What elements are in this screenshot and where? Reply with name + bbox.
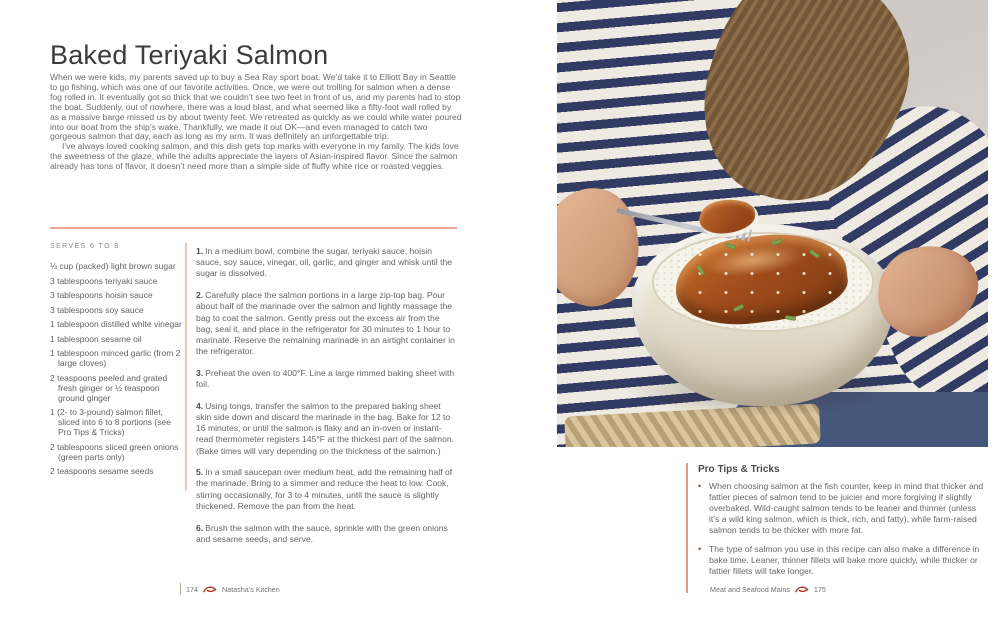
pro-tips-section [698, 464, 988, 585]
step-item [196, 467, 458, 512]
ingredients-column [50, 243, 184, 481]
step-text: Using tongs, transfer the salmon to the prepared baking sheet skin side down and discard the marinade in the bag. Bake for 12 to 16 minutes, or until the salmon is flaky and an in-oven or instant-read thermometer registers 145°F at the thickest part of the salmon. (Bake times will vary depending on the thickness of the salmon.) [196, 400, 455, 456]
ingredients-list [50, 261, 184, 476]
ingredient-item: 2 teaspoons peeled and grated fresh ginger or ½ teaspoon ground ginger [50, 372, 168, 403]
step-number: 4. [196, 400, 204, 411]
step-text: In a small saucepan over medium heat, add the remaining half of the marinade. Bring to a simmer and reduce the heat to low. Cook, stirring occasionally, for 3 to 4 minutes, until the sauce is slightly thickened. Remove the pan from the heat. [196, 467, 453, 511]
step-number: 5. [196, 467, 204, 478]
tips-list [698, 481, 988, 577]
intro-paragraph-2: I’ve always loved cooking salmon, and this dish gets top marks with everyone in my family. The kids love the sweetness of the glaze, while the adults appreciate the layers of Asian-inspired flavor. Since the salmon already has tons of flavor, it doesn’t need more than a simple side of fluffy white rice or roasted veggies. [50, 141, 459, 172]
step-item [196, 401, 458, 457]
ingredient-item: 3 tablespoons hoisin sauce [50, 290, 153, 300]
ingredient-item: 1 tablespoon sesame oil [50, 333, 142, 344]
step-text: Preheat the oven to 400°F. Line a large rimmed baking sheet with foil. [196, 367, 455, 390]
step-item [196, 523, 458, 545]
step-text: In a medium bowl, combine the sugar, teriyaki sauce, hoisin sauce, soy sauce, vinegar, oil, garlic, and ginger and whisk until the sugar is dissolved. [196, 246, 453, 279]
tips-title: Pro Tips & Tricks [698, 464, 780, 475]
book-title-footer: Natasha’s Kitchen [222, 584, 280, 594]
instructions-column [196, 246, 458, 555]
photo-glaze-highlight [702, 239, 805, 280]
tip-item: • The type of salmon you use in this recipe can also make a difference in bake time. Leaner, thinner fillets will bake more quickly, while thicker or fattier fillets will take longer. [698, 544, 988, 577]
tips-accent-rule [686, 463, 688, 593]
ingredient-item: 1 tablespoon minced garlic (from 2 large cloves) [50, 348, 181, 368]
step-item [196, 368, 458, 390]
section-divider-rule [50, 227, 457, 229]
right-page-footer [710, 582, 826, 596]
footer-divider [180, 583, 181, 595]
page-number: 174 [186, 584, 198, 594]
signature-swoosh-icon [795, 585, 809, 594]
step-number: 2. [196, 290, 204, 301]
recipe-photo [557, 0, 988, 447]
intro-paragraph-1: When we were kids, my parents saved up to buy a Sea Ray sport boat. We’d take it to Elliott Bay in Seattle to go fishing, which was one of our favorite activities. Once, we were out trolling for salmon when a dense fog rolled in. It eventually got so thick that we couldn’t see two feet in front of us, and my parents had to stop the boat. Suddenly, out of nowhere, there was a loud blast, and what seemed like a fifty-foot wall rolled by as a massive barge missed us by about twenty feet. We retreated as quickly as we could while water poured into our boat from the ship’s wake. Thankfully, we made it out OK—and even managed to catch two gorgeous salmon that day, each as long as my arm. It was definitely an unforgettable trip. [50, 72, 462, 142]
section-title-footer: Meat and Seafood Mains [710, 584, 790, 594]
page-number: 175 [813, 584, 826, 594]
recipe-title: Baked Teriyaki Salmon [50, 40, 329, 70]
step-text: Carefully place the salmon portions in a large zip-top bag. Pour about half of the marinade over the salmon and lightly massage the bag to coat the salmon. Gently press out the excess air from the bag, seal it, and place in the refrigerator for 30 minutes to 1 hour to marinate. Reserve the remaining marinade in an airtight container in the refrigerator. [196, 290, 455, 357]
ingredient-item: 3 tablespoons soy sauce [50, 304, 144, 315]
serves-label: SERVES 6 TO 8 [50, 243, 120, 250]
step-item [196, 246, 458, 280]
step-number: 6. [196, 522, 204, 533]
step-text: Brush the salmon with the sauce, sprinkle with the green onions and sesame seeds, and serve. [196, 522, 448, 544]
recipe-intro [50, 73, 462, 172]
ingredient-item: 1 tablespoon distilled white vinegar [50, 319, 182, 329]
tip-item: • When choosing salmon at the fish counter, keep in mind that thicker and fattier pieces of salmon tend to be juicier and more forgiving if slightly overbaked. Wild-caught salmon tends to be leaner and thinner (unless it’s a wild king salmon, which is thick, rich, and fatty), while farm-raised salmon tends to be thicker with more fat. [698, 481, 988, 536]
ingredient-item: 1 (2- to 3-pound) salmon fillet, sliced into 6 to 8 portions (see Pro Tips & Tricks) [50, 407, 171, 437]
ingredient-item: 3 tablespoons teriyaki sauce [50, 275, 158, 286]
ingredient-item: 2 teaspoons sesame seeds [50, 466, 154, 476]
signature-swoosh-icon [203, 585, 217, 594]
ingredient-item: ⅓ cup (packed) light brown sugar [50, 261, 176, 271]
ingredient-item: 2 tablespoons sliced green onions (green parts only) [50, 441, 179, 462]
left-page-footer [180, 582, 280, 596]
column-divider-rule [185, 243, 187, 491]
step-number: 3. [196, 367, 204, 378]
step-item [196, 290, 458, 357]
step-number: 1. [196, 246, 204, 256]
